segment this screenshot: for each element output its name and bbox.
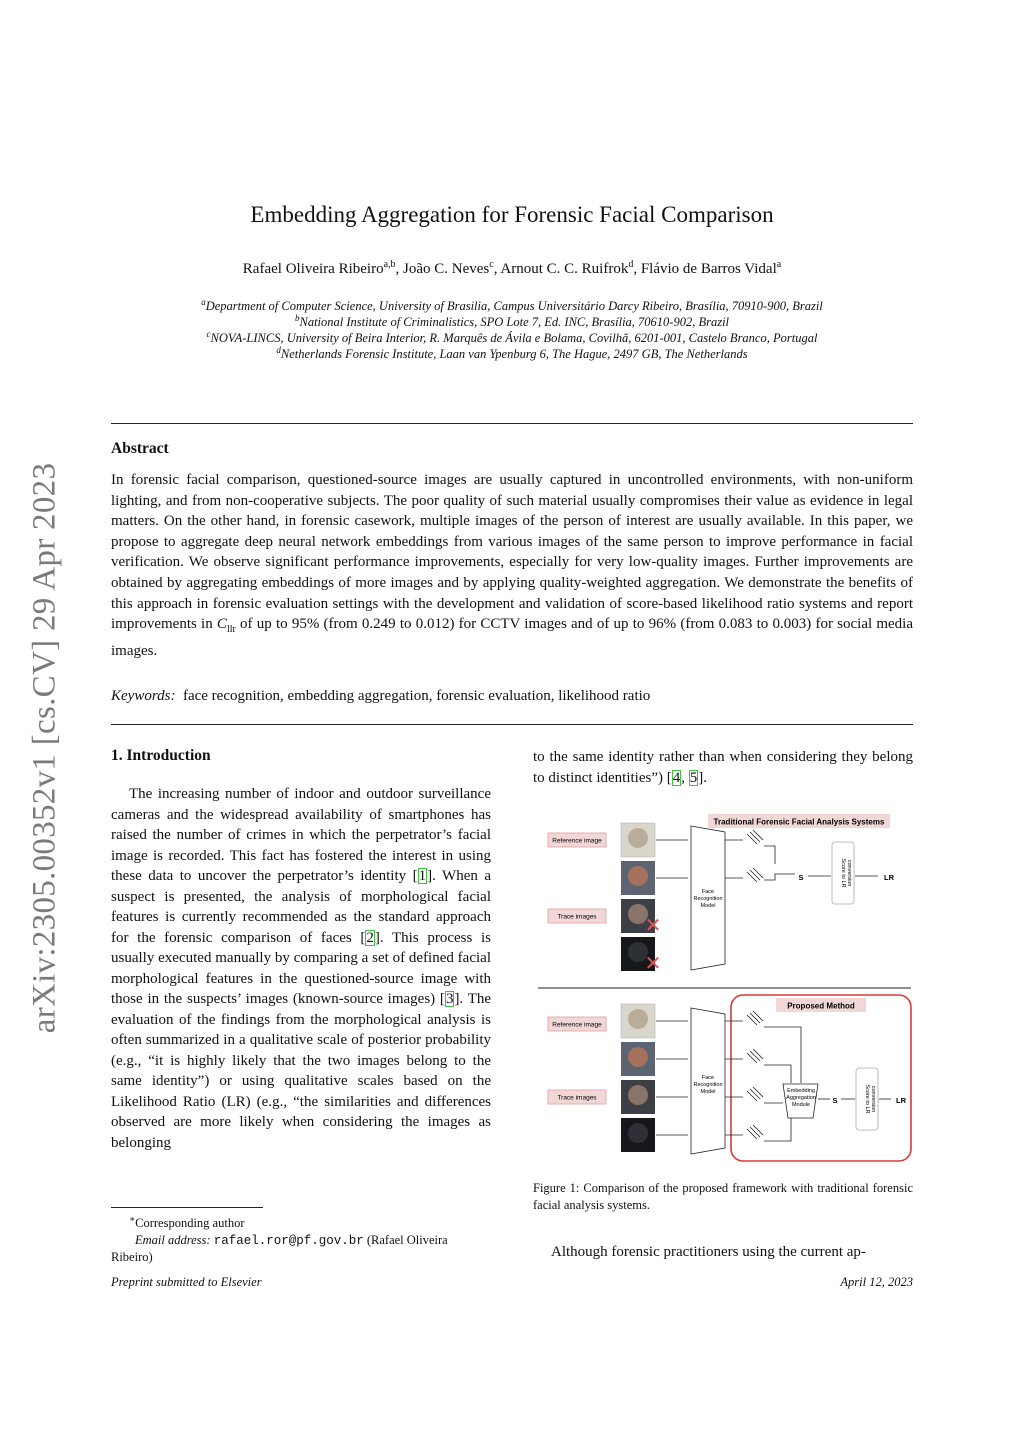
score-symbol: S (832, 1096, 838, 1105)
affiliation-text: National Institute of Criminalistics, SPO Lote 7, Ed. INC, Brasília, 70610-902, Brazil (299, 315, 730, 330)
citation-link[interactable]: 4 (672, 769, 681, 786)
arrow (725, 1021, 743, 1135)
affiliation-sup: b (294, 313, 300, 323)
face-shape (628, 828, 648, 848)
trace-label: Trace images (557, 913, 597, 921)
reference-label: Reference image (552, 1021, 602, 1029)
affiliation-text: NOVA-LINCS, University of Beira Interior, R. Marquês de Ávila e Bolama, Covilhã, 6201-001, Castelo Branco, Portugal (210, 331, 818, 346)
text-run: The increasing number of indoor and outdoor surveillance cameras and the widespread availability of smartphones has raised the number of crimes in which the perpetrator’s facial image is recorded. This fact has fostered the interest in using these data to uncover the perpetrator’s identity [ (111, 786, 491, 884)
lr-symbol: LR (884, 873, 894, 882)
text-run: ]. The evaluation of the findings from the morphological analysis is often summarized in a qualitative scale of posterior probability (e.g., “it is highly likely that the two images belong to the same identity”) or using qualitative scales based on the Likelihood Ratio (LR) (e.g., “the similarities and differences observed are more likely when considering the images as belonging (111, 991, 492, 1151)
affiliation-text: Netherlands Forensic Institute, Laan van Ypenburg 6, The Hague, 2497 GB, The Netherlands (280, 347, 748, 362)
affiliation (0, 329, 1024, 346)
figure-1 (533, 808, 913, 1166)
author-name: Arnout C. C. Ruifrok (500, 261, 629, 277)
footnote-text: (Rafael Oliveira Ribeiro) (111, 1232, 448, 1265)
trace-label: Trace images (557, 1094, 597, 1102)
divider (111, 724, 913, 725)
affiliation (0, 297, 1024, 314)
intro-paragraph (533, 1242, 913, 1263)
citation-link[interactable]: 5 (689, 769, 698, 786)
cllr-symbol (216, 616, 236, 636)
frm-label: Model (700, 903, 716, 909)
footnote-rule (111, 1207, 263, 1208)
score-to-lr-label: conversion (846, 859, 852, 887)
citation-link[interactable]: 2 (366, 929, 374, 946)
keywords (111, 688, 913, 705)
arrow (764, 846, 795, 880)
footnote (111, 1211, 491, 1266)
keywords-text: face recognition, embedding aggregation, forensic evaluation, likelihood ratio (182, 688, 651, 704)
affiliation-text: Department of Computer Science, University of Brasilia, Campus Universitário Darcy Ribeiro, Brasília, 70910-900, Brazil (205, 299, 823, 314)
intro-continuation (533, 747, 913, 788)
face-shape (628, 1009, 648, 1029)
affiliation-sup: c (206, 329, 211, 339)
author-name: Rafael Oliveira Ribeiro (242, 261, 384, 277)
email-label: Email address: (135, 1232, 211, 1247)
text-run: ]. This process is usually executed manually by comparing a set of defined facial morphological features in the questioned-source image with those in the suspects’ images (known-source images) [ (111, 929, 491, 1007)
reference-label: Reference image (552, 837, 602, 845)
score-symbol: S (798, 873, 804, 882)
affiliation (0, 345, 1024, 362)
frm-label: Recognition (693, 1082, 723, 1088)
lr-symbol: LR (896, 1096, 906, 1105)
arrow (725, 840, 743, 878)
face-recognition-model (691, 1008, 725, 1154)
embedding-icon (747, 830, 763, 882)
footnote-text: Corresponding author (135, 1216, 245, 1231)
cllr-main: C (216, 616, 227, 633)
text-run: ]. (698, 769, 707, 786)
abstract-heading: Abstract (111, 440, 169, 457)
frm-label: Face (701, 889, 715, 895)
affiliation-sup: a (201, 297, 206, 307)
frm-label: Face (701, 1075, 715, 1081)
author-sup: c (489, 259, 494, 270)
arrow (656, 840, 688, 878)
footer-left: Preprint submitted to Elsevier (111, 1275, 262, 1289)
face-shape (628, 1123, 648, 1143)
author-sup: d (628, 259, 634, 270)
abstract-text: In forensic facial comparison, questioned-source images are usually captured in uncontrolled environments, with non-uniform lighting, and from non-cooperative subjects. The poor quality of such material usually compromises their value as evidence in legal matters. On the other hand, in forensic casework, multiple images of the person of interest are usually available. In this paper, we propose to aggregate deep neural network embeddings from various images of the same person to improve performance in facial verification. We observe significant performance improvements, especially for very low-quality images. Further improvements are obtained by aggregating embeddings of more images and by applying quality-weighted aggregation. We demonstrate the benefits of this approach in forensic evaluation settings with the development and validation of score-based likelihood ratio systems and report improvements in (111, 472, 913, 633)
citation-link[interactable]: 1 (418, 868, 427, 884)
embedding-icon (747, 1011, 763, 1139)
citation-link[interactable]: 3 (445, 991, 454, 1007)
paper-title: Embedding Aggregation for Forensic Facial Comparison (250, 202, 774, 227)
author-name: João C. Neves (403, 261, 490, 277)
intro-paragraph (111, 784, 491, 1153)
footer-right: April 12, 2023 (840, 1275, 913, 1289)
footnote-marker: ∗ (129, 1214, 136, 1224)
divider (111, 423, 913, 424)
email-address[interactable]: rafael.ror@pf.gov.br (213, 1233, 364, 1248)
agg-label: Module (791, 1102, 811, 1108)
frm-label: Model (700, 1089, 716, 1095)
reject-mark: ✕ (644, 915, 662, 937)
score-to-lr-label: conversion (870, 1085, 876, 1113)
author-sup: a,b (383, 259, 396, 270)
text-run: , (681, 769, 689, 786)
author-sup: a (776, 259, 782, 270)
abstract-body (111, 470, 913, 661)
keywords-label: Keywords: (111, 688, 176, 704)
section-heading: 1. Introduction (111, 747, 211, 764)
text-run: Although forensic practitioners using the current ap- (551, 1244, 866, 1260)
traditional-title: Traditional Forensic Facial Analysis Systems (713, 817, 885, 827)
author-list: Rafael Oliveira Ribeiro$^{a,b}$, João C. Neves$^c$, Arnout C. C. Ruifrok$^d$, Flávio de Barros Vidal$^a$ (242, 259, 782, 277)
text-run: ]. When a suspect is presented, the analysis of morphological facial features is currently recommended as the standard approach for the forensic comparison of faces [ (111, 868, 491, 946)
figure-caption: Figure 1: Comparison of the proposed framework with traditional forensic facial analysis systems. (533, 1181, 913, 1212)
arxiv-stamp: arXiv:2305.00352v1 [cs.CV] 29 Apr 2023 (26, 462, 63, 1034)
agg-label: Aggregation (786, 1095, 816, 1101)
face-shape (628, 1047, 648, 1067)
reject-mark: ✕ (644, 953, 662, 975)
affiliation-sup: d (276, 345, 281, 355)
score-to-lr-label: Score to LR (864, 1084, 870, 1114)
frm-label: Recognition (693, 896, 723, 902)
arrow (656, 1021, 688, 1135)
abstract-text: of up to 95% (from 0.249 to 0.012) for CCTV images and of up to 96% (from 0.083 to 0.003) for social media images. (111, 616, 914, 659)
proposed-method-frame (731, 995, 911, 1161)
agg-label: Embedding (787, 1088, 815, 1094)
face-shape (628, 866, 648, 886)
score-to-lr-label: Score to LR (840, 858, 846, 888)
affiliation (0, 313, 1024, 330)
face-shape (628, 1085, 648, 1105)
author-name: Flávio de Barros Vidal (640, 261, 777, 277)
text-run: to the same identity rather than when considering they belong to distinct identities”) [ (533, 749, 913, 786)
proposed-title: Proposed Method (787, 1001, 855, 1011)
cllr-sub: llr (226, 624, 236, 636)
